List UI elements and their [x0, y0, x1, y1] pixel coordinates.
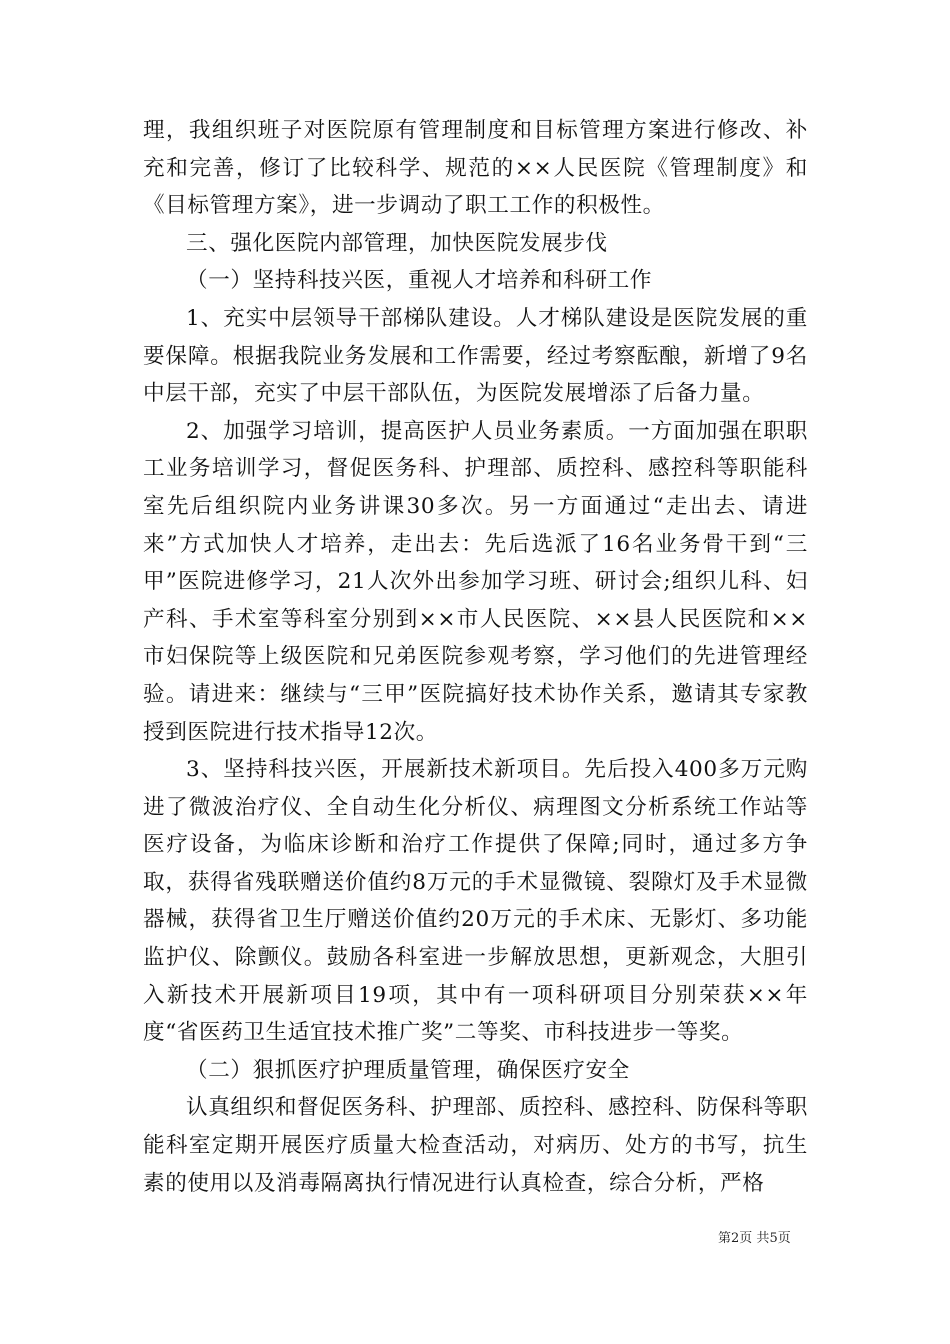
page-label-prefix: 第: [718, 1231, 732, 1246]
subsection-heading-quality-management: （二）狠抓医疗护理质量管理，确保医疗安全: [186, 1057, 630, 1083]
current-page-number: 2: [731, 1231, 740, 1246]
section-heading-internal-management: 三、强化医院内部管理，加快医院发展步伐: [186, 230, 608, 256]
total-pages-number: 5: [769, 1231, 778, 1246]
paragraph-training: 2、加强学习培训，提高医护人员业务素质。一方面加强在职职工业务培训学习，督促医务科、护理部、质控科、感控科等职能科室先后组织院内业务讲课30多次。另一方面通过“走出去、请进来”方式加快人才培养，走出去：先后选派了16名业务骨干到“三甲”医院进修学习，21人次外出参加学习班、研讨会;组织儿科、妇产科、手术室等科室分别到××市人民医院、××县人民医院和××市妇保院等上级医院和兄弟医院参观考察，学习他们的先进管理经验。请进来：继续与“三甲”医院搞好技术协作关系，邀请其专家教授到医院进行技术指导12次。: [143, 418, 808, 745]
page-label-suffix: 页: [777, 1231, 791, 1246]
paragraph-management-system: 理，我组织班子对医院原有管理制度和目标管理方案进行修改、补充和完善，修订了比较科学、规范的××人民医院《管理制度》和《目标管理方案》，进一步调动了职工工作的积极性。: [143, 118, 808, 219]
paragraph-new-technology: 3、坚持科技兴医，开展新技术新项目。先后投入400多万元购进了微波治疗仪、全自动生化分析仪、病理图文分析系统工作站等医疗设备，为临床诊断和治疗工作提供了保障;同时，通过多方争取，获得省残联赠送价值约8万元的手术显微镜、裂隙灯及手术显微器械，获得省卫生厅赠送价值约20万元的手术床、无影灯、多功能监护仪、除颤仪。鼓励各科室进一步解放思想，更新观念，大胆引入新技术开展新项目19项，其中有一项科研项目分别荣获××年度“省医药卫生适宜技术推广奖”二等奖、市科技进步一等奖。: [143, 757, 808, 1046]
paragraph-quality-inspection: 认真组织和督促医务科、护理部、质控科、感控科、防保科等职能科室定期开展医疗质量大检查活动，对病历、处方的书写，抗生素的使用以及消毒隔离执行情况进行认真检查，综合分析，严格: [143, 1095, 808, 1196]
page-label-middle: 页 共: [739, 1231, 770, 1246]
page-number-footer: [718, 1227, 791, 1246]
paragraph-middle-cadre: 1、充实中层领导干部梯队建设。人才梯队建设是医院发展的重要保障。根据我院业务发展和工作需要，经过考察酝酿，新增了9名中层干部，充实了中层干部队伍，为医院发展增添了后备力量。: [143, 305, 808, 407]
subsection-heading-talent-research: （一）坚持科技兴医，重视人才培养和科研工作: [186, 268, 653, 294]
document-body: [143, 112, 808, 1202]
